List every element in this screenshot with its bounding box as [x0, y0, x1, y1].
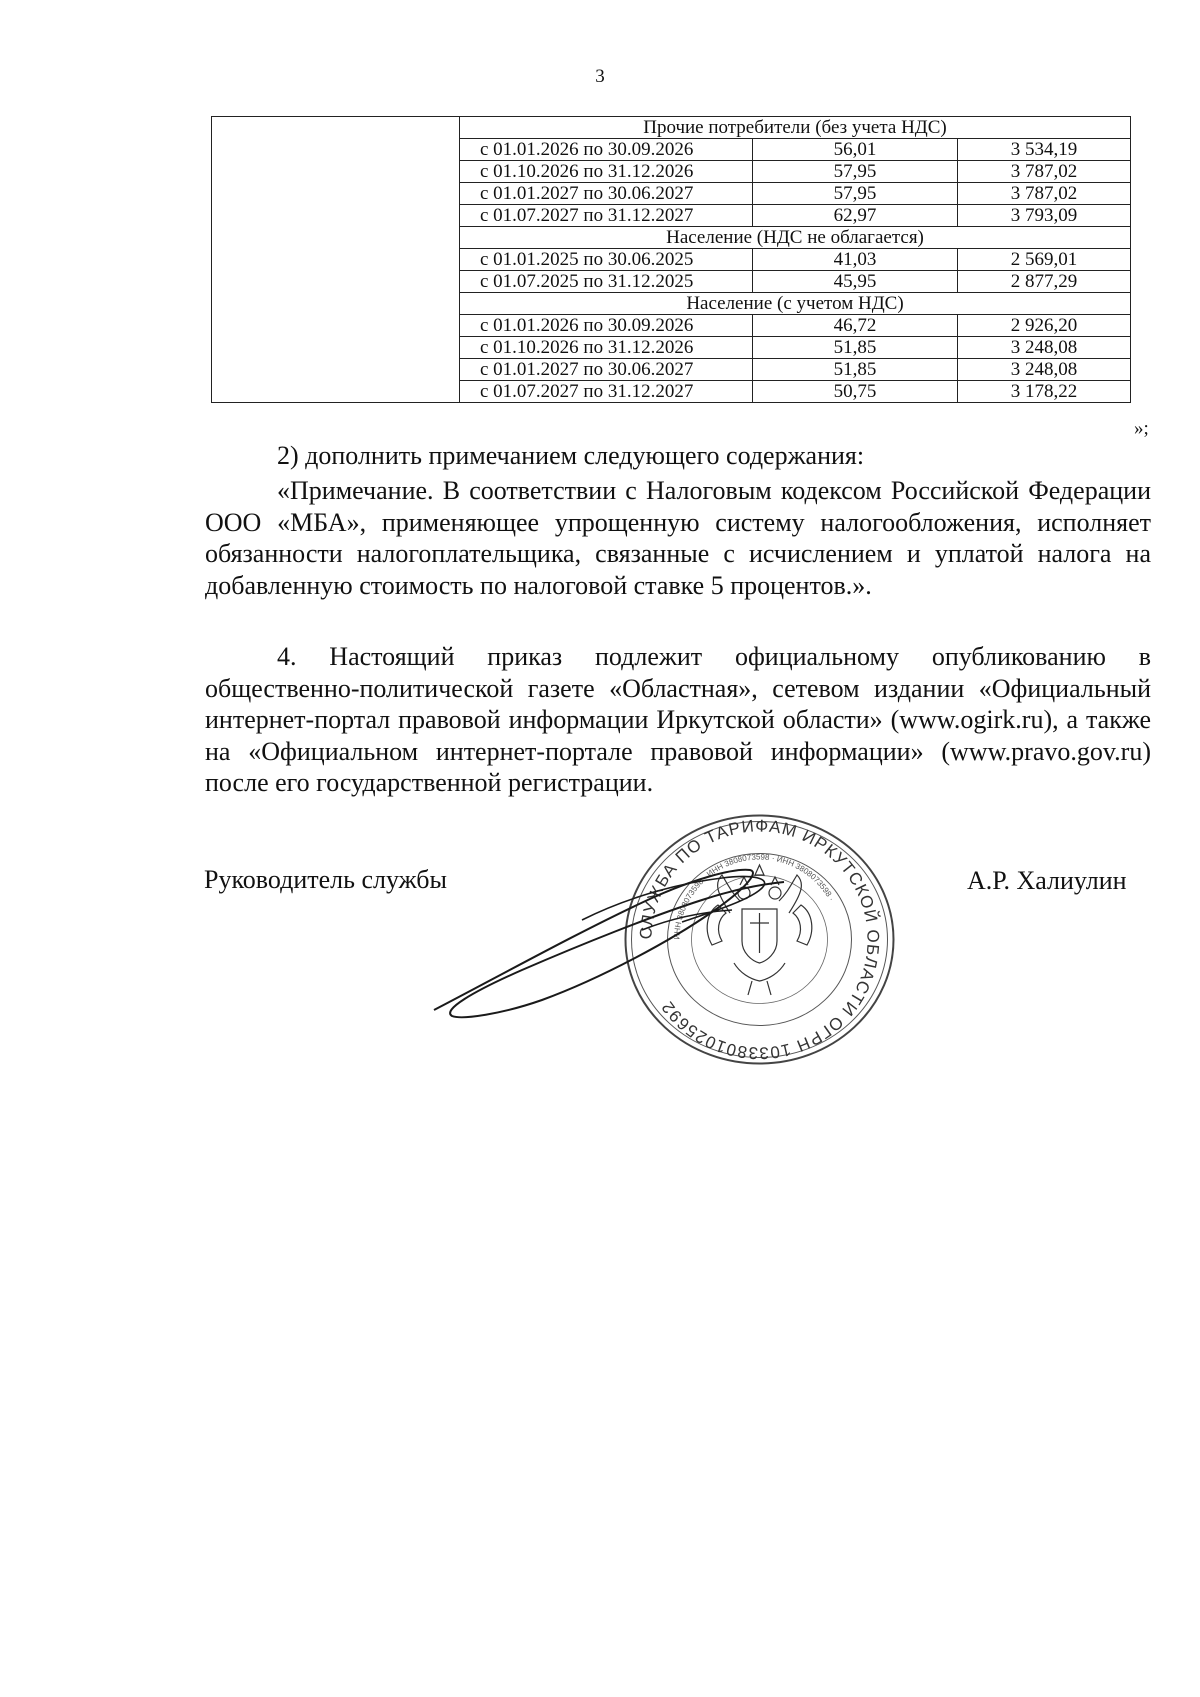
seal-inner-text: ИНН 3808073598 · ИНН 3808073598 · ИНН 3808073598 · [672, 852, 837, 940]
table-cell-period: с 01.07.2027 по 31.12.2027 [460, 381, 753, 403]
table-group-header-row [212, 117, 1131, 139]
table-cell-value1: 50,75 [753, 381, 958, 403]
table-cell-value2: 2 877,29 [958, 271, 1131, 293]
table-cell-period: с 01.10.2026 по 31.12.2026 [460, 337, 753, 359]
table-cell-value2: 3 534,19 [958, 139, 1131, 161]
item-4-paragraph [205, 641, 1151, 799]
table-cell-value2: 3 178,22 [958, 381, 1131, 403]
page-number: 3 [595, 66, 605, 87]
table-cell-value2: 3 793,09 [958, 205, 1131, 227]
note-text: «Примечание. В соответствии с Налоговым кодексом Российской Федерации ООО «МБА», применяющее упрощенную систему налогообложения, исполняет обязанности налогоплательщика, связанные с исчислением и уплатой налога на добавленную стоимость по налоговой ставке 5 процентов.». [205, 476, 1151, 600]
item-4-text: 4. Настоящий приказ подлежит официальному опубликованию в общественно-политической газете «Областная», сетевом издании «Официальный интернет-портал правовой информации Иркутской области» (www.ogirk.ru), а также на «Официальном интернет-портале правовой информации» (www.pravo.gov.ru) после его государственной регистрации. [205, 642, 1151, 797]
table-cell-value2: 2 926,20 [958, 315, 1131, 337]
table-cell-value1: 57,95 [753, 183, 958, 205]
item-2-paragraph [205, 440, 1151, 472]
tariff-table [211, 116, 1131, 403]
table-cell-value1: 62,97 [753, 205, 958, 227]
table-group-title: Население (НДС не облагается) [460, 227, 1131, 249]
table-cell-period: с 01.07.2025 по 31.12.2025 [460, 271, 753, 293]
signer-title: Руководитель службы [204, 865, 447, 894]
table-left-empty-cell [212, 117, 460, 403]
table-cell-value1: 45,95 [753, 271, 958, 293]
table-cell-value1: 41,03 [753, 249, 958, 271]
table-cell-value2: 3 787,02 [958, 161, 1131, 183]
seal-outer-text: СЛУЖБА ПО ТАРИФАМ ИРКУТСКОЙ ОБЛАСТИ ОГРН 1033801025692 [636, 816, 883, 1063]
table-cell-period: с 01.07.2027 по 31.12.2027 [460, 205, 753, 227]
table-cell-period: с 01.01.2025 по 30.06.2025 [460, 249, 753, 271]
table-cell-period: с 01.01.2026 по 30.09.2026 [460, 315, 753, 337]
table-cell-value1: 56,01 [753, 139, 958, 161]
handwritten-signature [432, 860, 822, 1020]
table-cell-period: с 01.01.2027 по 30.06.2027 [460, 359, 753, 381]
table-cell-value2: 2 569,01 [958, 249, 1131, 271]
table-cell-value1: 51,85 [753, 337, 958, 359]
table-cell-value1: 46,72 [753, 315, 958, 337]
table-cell-period: с 01.01.2026 по 30.09.2026 [460, 139, 753, 161]
table-cell-value2: 3 787,02 [958, 183, 1131, 205]
item-2-text: 2) дополнить примечанием следующего содержания: [277, 441, 865, 470]
table-group-title: Население (с учетом НДС) [460, 293, 1131, 315]
table-cell-period: с 01.01.2027 по 30.06.2027 [460, 183, 753, 205]
table-cell-value1: 51,85 [753, 359, 958, 381]
table-cell-period: с 01.10.2026 по 31.12.2026 [460, 161, 753, 183]
signer-name: А.Р. Халиулин [967, 866, 1127, 895]
table-cell-value1: 57,95 [753, 161, 958, 183]
table-cell-value2: 3 248,08 [958, 337, 1131, 359]
table-cell-value2: 3 248,08 [958, 359, 1131, 381]
closing-quote-mark: »; [1134, 418, 1149, 439]
table-group-title: Прочие потребители (без учета НДС) [460, 117, 1131, 139]
note-paragraph [205, 475, 1151, 601]
